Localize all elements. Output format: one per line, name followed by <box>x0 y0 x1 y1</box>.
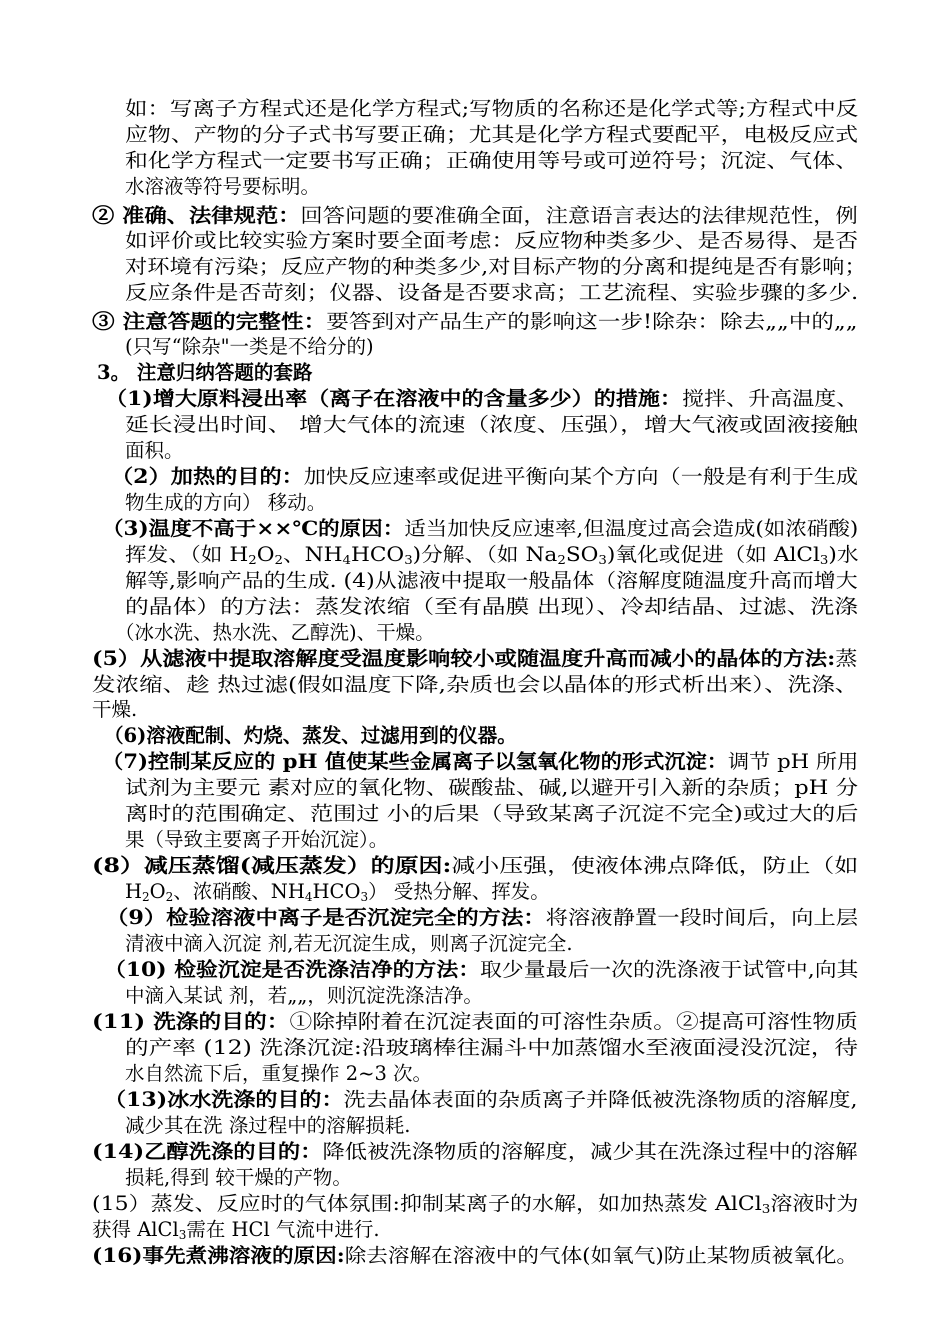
text-line <box>92 309 857 335</box>
text-line <box>125 254 867 280</box>
bold-heading-text: （13)冰水洗涤的目的： <box>104 1088 344 1111</box>
text-run: 挥发、（如 H <box>125 543 249 566</box>
text-run: 应物、产物的分子式书写要正确；尤其是化学方程式要配平，电极反应式 <box>125 123 859 146</box>
text-line <box>111 464 858 490</box>
text-line <box>125 983 483 1009</box>
text-line <box>92 1217 380 1243</box>
text-run: 适当加快反应速率,但温度过高会造成(如浓硝酸) <box>404 517 859 540</box>
subscript: 2 <box>165 890 174 904</box>
text-run: 的产率 (12) 洗涤沉淀:沿玻璃棒往漏斗中加蒸馏水至液面浸没沉淀，待 <box>125 1036 858 1059</box>
bold-heading-text: (16)事先煮沸溶液的原因: <box>92 1244 345 1267</box>
subscript: 3 <box>819 553 829 567</box>
text-run: 要答到对产品生产的影响这一步!除杂：除去„„中的„„ <box>326 310 858 333</box>
text-run: 果（导致主要离子开始沉淀）。 <box>125 828 389 851</box>
bold-heading-text: （10) 检验沉淀是否洗涤洁净的方法： <box>104 958 481 981</box>
text-run: 损耗,得到 较干燥的产物。 <box>125 1166 352 1189</box>
text-line <box>125 412 858 438</box>
text-run: 的晶体）的方法：蒸发浓缩（至有晶膜 出现）、冷却结晶、过滤、洗涤 <box>125 595 858 618</box>
text-run: 减少其在洗 涤过程中的溶解损耗. <box>125 1114 411 1137</box>
bold-heading-text: 3。 注意归纳答题的套路 <box>97 361 313 384</box>
text-run: 蒸 <box>835 647 858 670</box>
text-line <box>102 516 858 542</box>
text-run: 、NH <box>282 543 343 566</box>
text-run: 如：写离子方程式还是化学方程式;写物质的名称还是化学式等;方程式中反 <box>125 97 859 120</box>
text-run: 需在 HCl 气流中进行. <box>186 1218 380 1241</box>
text-run: 搅拌、升高温度、 <box>681 387 859 410</box>
text-run: SO <box>565 543 599 566</box>
text-run: HCO <box>350 543 405 566</box>
text-line <box>92 672 858 698</box>
text-run: )氧化或促进（如 AlCl <box>606 543 820 566</box>
bold-heading-text: (5）从滤液中提取溶解度受温度影响较小或随温度升高而减小的晶体的方法: <box>92 647 836 670</box>
text-line <box>92 1191 858 1217</box>
subscript: 4 <box>304 890 313 904</box>
subscript: 2 <box>557 553 566 567</box>
bold-heading-text: ② 准确、法律规范： <box>92 204 301 227</box>
subscript: 2 <box>274 553 283 567</box>
text-line <box>92 1139 858 1165</box>
text-run: 调节 pH 所用 <box>727 750 859 773</box>
text-line <box>125 775 858 801</box>
subscript: 3 <box>761 1202 771 1216</box>
text-line <box>92 1009 858 1035</box>
subscript: 3 <box>178 1228 187 1242</box>
subscript: 3 <box>404 553 413 567</box>
text-line <box>92 1243 858 1269</box>
subscript: 2 <box>142 890 150 904</box>
text-line <box>125 1113 410 1139</box>
text-run: 中滴入某试 剂，若„„，则沉淀洗涤洁净。 <box>125 984 483 1007</box>
text-line <box>104 723 517 749</box>
text-line <box>125 827 388 853</box>
text-run: 水自然流下后，重复操作 2~3 次。 <box>125 1062 433 1085</box>
text-run: O <box>149 880 166 903</box>
subscript: 4 <box>342 553 351 567</box>
bold-heading-text: （7)控制某反应的 pH 值使某些金属离子以氢氧化物的形式沉淀： <box>102 750 728 773</box>
text-run: 回答问题的要准确全面，注意语言表达的法律规范性，例 <box>300 204 858 227</box>
subscript: 2 <box>248 553 257 567</box>
text-run: 解等,影响产品的生成. (4)从滤液中提取一般晶体（溶解度随温度升高而增大 <box>125 569 858 592</box>
text-line <box>125 490 326 516</box>
bold-heading-text: （2）加热的目的： <box>111 465 304 488</box>
text-line <box>125 122 858 148</box>
text-line <box>92 646 857 672</box>
text-run: 延长浸出时间、 增大气体的流速（浓度、压强），增大气液或固液接触 <box>125 413 858 436</box>
text-line <box>125 801 858 827</box>
text-run: ①除掉附着在沉淀表面的可溶性杂质。②提高可溶性物质 <box>289 1010 858 1033</box>
text-line <box>125 542 859 568</box>
text-line <box>125 1035 858 1061</box>
text-run: 干燥. <box>92 698 138 721</box>
bold-heading-text: ③ 注意答题的完整性： <box>92 310 327 333</box>
text-line <box>125 568 858 594</box>
text-line <box>92 853 858 879</box>
text-run: 获得 AlCl <box>92 1218 179 1241</box>
text-run: 如评价或比较实验方案时要全面考虑：反应物种类多少、是否易得、是否 <box>125 229 859 252</box>
bold-heading-text: （6)溶液配制、灼烧、蒸发、过滤用到的仪器。 <box>104 724 517 747</box>
text-run: （冰水洗、热水洗、乙醇洗)、干燥。 <box>115 621 435 644</box>
subscript: 3 <box>360 890 369 904</box>
text-line <box>102 749 858 775</box>
text-run: 取少量最后一次的洗涤液于试管中,向其 <box>480 958 859 981</box>
bold-heading-text: （9）检验溶液中离子是否沉淀完全的方法： <box>106 906 546 929</box>
text-line <box>125 879 550 905</box>
text-line <box>125 1165 352 1191</box>
text-run: 物生成的方向） 移动。 <box>125 491 327 514</box>
bold-heading-text: （3)温度不高于××℃的原因： <box>102 517 405 540</box>
text-line <box>125 438 184 464</box>
text-line <box>104 957 858 983</box>
bold-heading-text: (14)乙醇洗涤的目的： <box>92 1140 323 1163</box>
text-line <box>125 228 858 254</box>
subscript: 3 <box>598 553 607 567</box>
text-run: 离时的范围确定、范围过 小的后果（导致某离子沉淀不完全)或过大的后 <box>125 802 859 825</box>
text-run: 除去溶解在溶液中的气体(如氧气)防止某物质被氧化。 <box>344 1244 859 1267</box>
text-run: 清液中滴入沉淀 剂,若无沉淀生成，则离子沉淀完全. <box>125 932 573 955</box>
text-line <box>97 360 312 386</box>
text-line <box>125 280 858 306</box>
text-line <box>125 96 858 122</box>
text-run: (只写“除杂"一类是不给分的) <box>125 335 374 358</box>
text-run: )水 <box>828 543 859 566</box>
text-run: 反应条件是否苛刻；仪器、设备是否要求高；工艺流程、实验步骤的多少. <box>125 281 859 304</box>
text-run: 对环境有污染；反应产物的种类多少,对目标产物的分离和提纯是否有影响； <box>125 255 867 278</box>
text-run: 降低被洗涤物质的溶解度，减少其在洗涤过程中的溶解 <box>322 1140 858 1163</box>
text-run: 发浓缩、趁 热过滤(假如温度下降,杂质也会以晶体的形式析出来）、洗涤、 <box>92 673 859 696</box>
text-run: 洗去晶体表面的杂质离子并降低被洗涤物质的溶解度, <box>343 1088 858 1111</box>
text-run: ） 受热分解、挥发。 <box>368 880 550 903</box>
text-line <box>92 697 137 723</box>
text-line <box>125 148 858 174</box>
text-line <box>104 1087 858 1113</box>
text-run: 水溶液等符号要标明。 <box>125 175 321 198</box>
text-line <box>115 620 435 646</box>
text-line <box>125 1061 432 1087</box>
text-run: 加快反应速率或促进平衡向某个方向（一般是有利于生成 <box>303 465 859 488</box>
text-line <box>125 594 858 620</box>
text-run: 溶液时为 <box>770 1192 859 1215</box>
bold-heading-text: (11) 洗涤的目的： <box>92 1010 290 1033</box>
bold-heading-text: （1)增大原料浸出率（离子在溶液中的含量多少）的措施： <box>105 387 682 410</box>
text-run: 试剂为主要元 素对应的氧化物、碳酸盐、碱,以避开引入新的杂质；pH 分 <box>125 776 859 799</box>
text-run: 减小压强，使液体沸点降低，防止（如 <box>451 854 859 877</box>
text-run: 和化学方程式一定要书写正确；正确使用等号或可逆符号；沉淀、气体、 <box>125 149 859 172</box>
text-run: 面积。 <box>125 439 184 462</box>
text-line <box>125 174 320 200</box>
text-line <box>92 203 858 229</box>
text-run: O <box>256 543 275 566</box>
text-run: 将溶液静置一段时间后，向上层 <box>545 906 859 929</box>
text-run: )分解、（如 Na <box>412 543 558 566</box>
text-run: H <box>125 880 143 903</box>
text-line <box>125 334 374 360</box>
bold-heading-text: (8）减压蒸馏(减压蒸发）的原因: <box>92 854 452 877</box>
text-run: (15）蒸发、反应时的气体氛围:抑制某离子的水解，如加热蒸发 AlCl <box>92 1192 762 1215</box>
text-run: 、浓硝酸、NH <box>173 880 305 903</box>
text-line <box>125 931 573 957</box>
text-run: HCO <box>312 880 361 903</box>
text-line <box>105 386 858 412</box>
text-line <box>106 905 858 931</box>
